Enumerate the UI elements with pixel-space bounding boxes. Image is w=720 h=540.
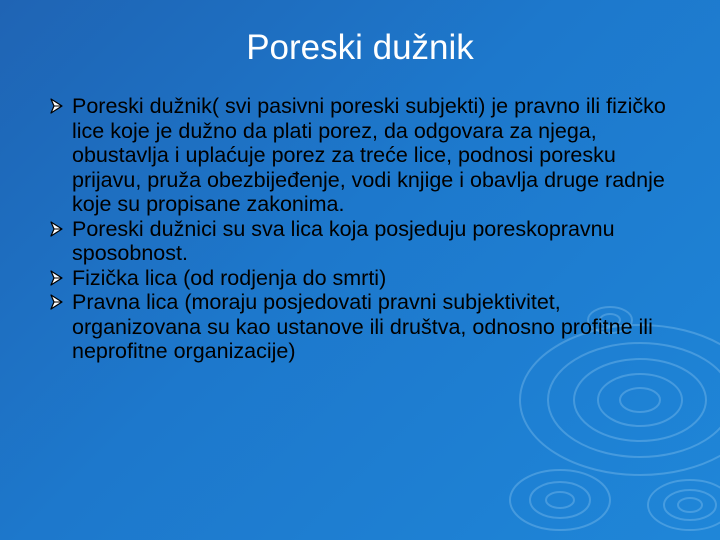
slide-title: Poreski dužnik bbox=[246, 28, 474, 67]
arrow-bullet-icon bbox=[49, 266, 65, 290]
bullet-item bbox=[72, 266, 672, 291]
arrow-bullet-icon bbox=[49, 290, 65, 314]
bullet-text: Poreski dužnik( svi pasivni poreski subjekti) je pravno ili fizičko lice koje je dužno da plati porez, da odgovara za njega, obustavlja i uplaćuje porez za treće lice, podnosi poresku prijavu, pruža obezbijeđenje, vodi knjige i obavlja druge radnje koje su propisane zakonima. bbox=[72, 94, 666, 216]
bullet-text: Poreski dužnici su sva lica koja posjeduju poreskopravnu sposobnost. bbox=[72, 216, 615, 265]
bullet-item bbox=[72, 94, 672, 217]
bullet-item bbox=[72, 290, 672, 364]
bullet-text: Fizička lica (od rodjenja do smrti) bbox=[72, 265, 387, 290]
bullet-list bbox=[72, 94, 672, 364]
bullet-item bbox=[72, 217, 672, 266]
arrow-bullet-icon bbox=[49, 94, 65, 118]
bullet-text: Pravna lica (moraju posjedovati pravni subjektivitet, organizovana su kao ustanove ili društva, odnosno profitne ili neprofitne organizacije) bbox=[72, 290, 653, 363]
arrow-bullet-icon bbox=[49, 217, 65, 241]
